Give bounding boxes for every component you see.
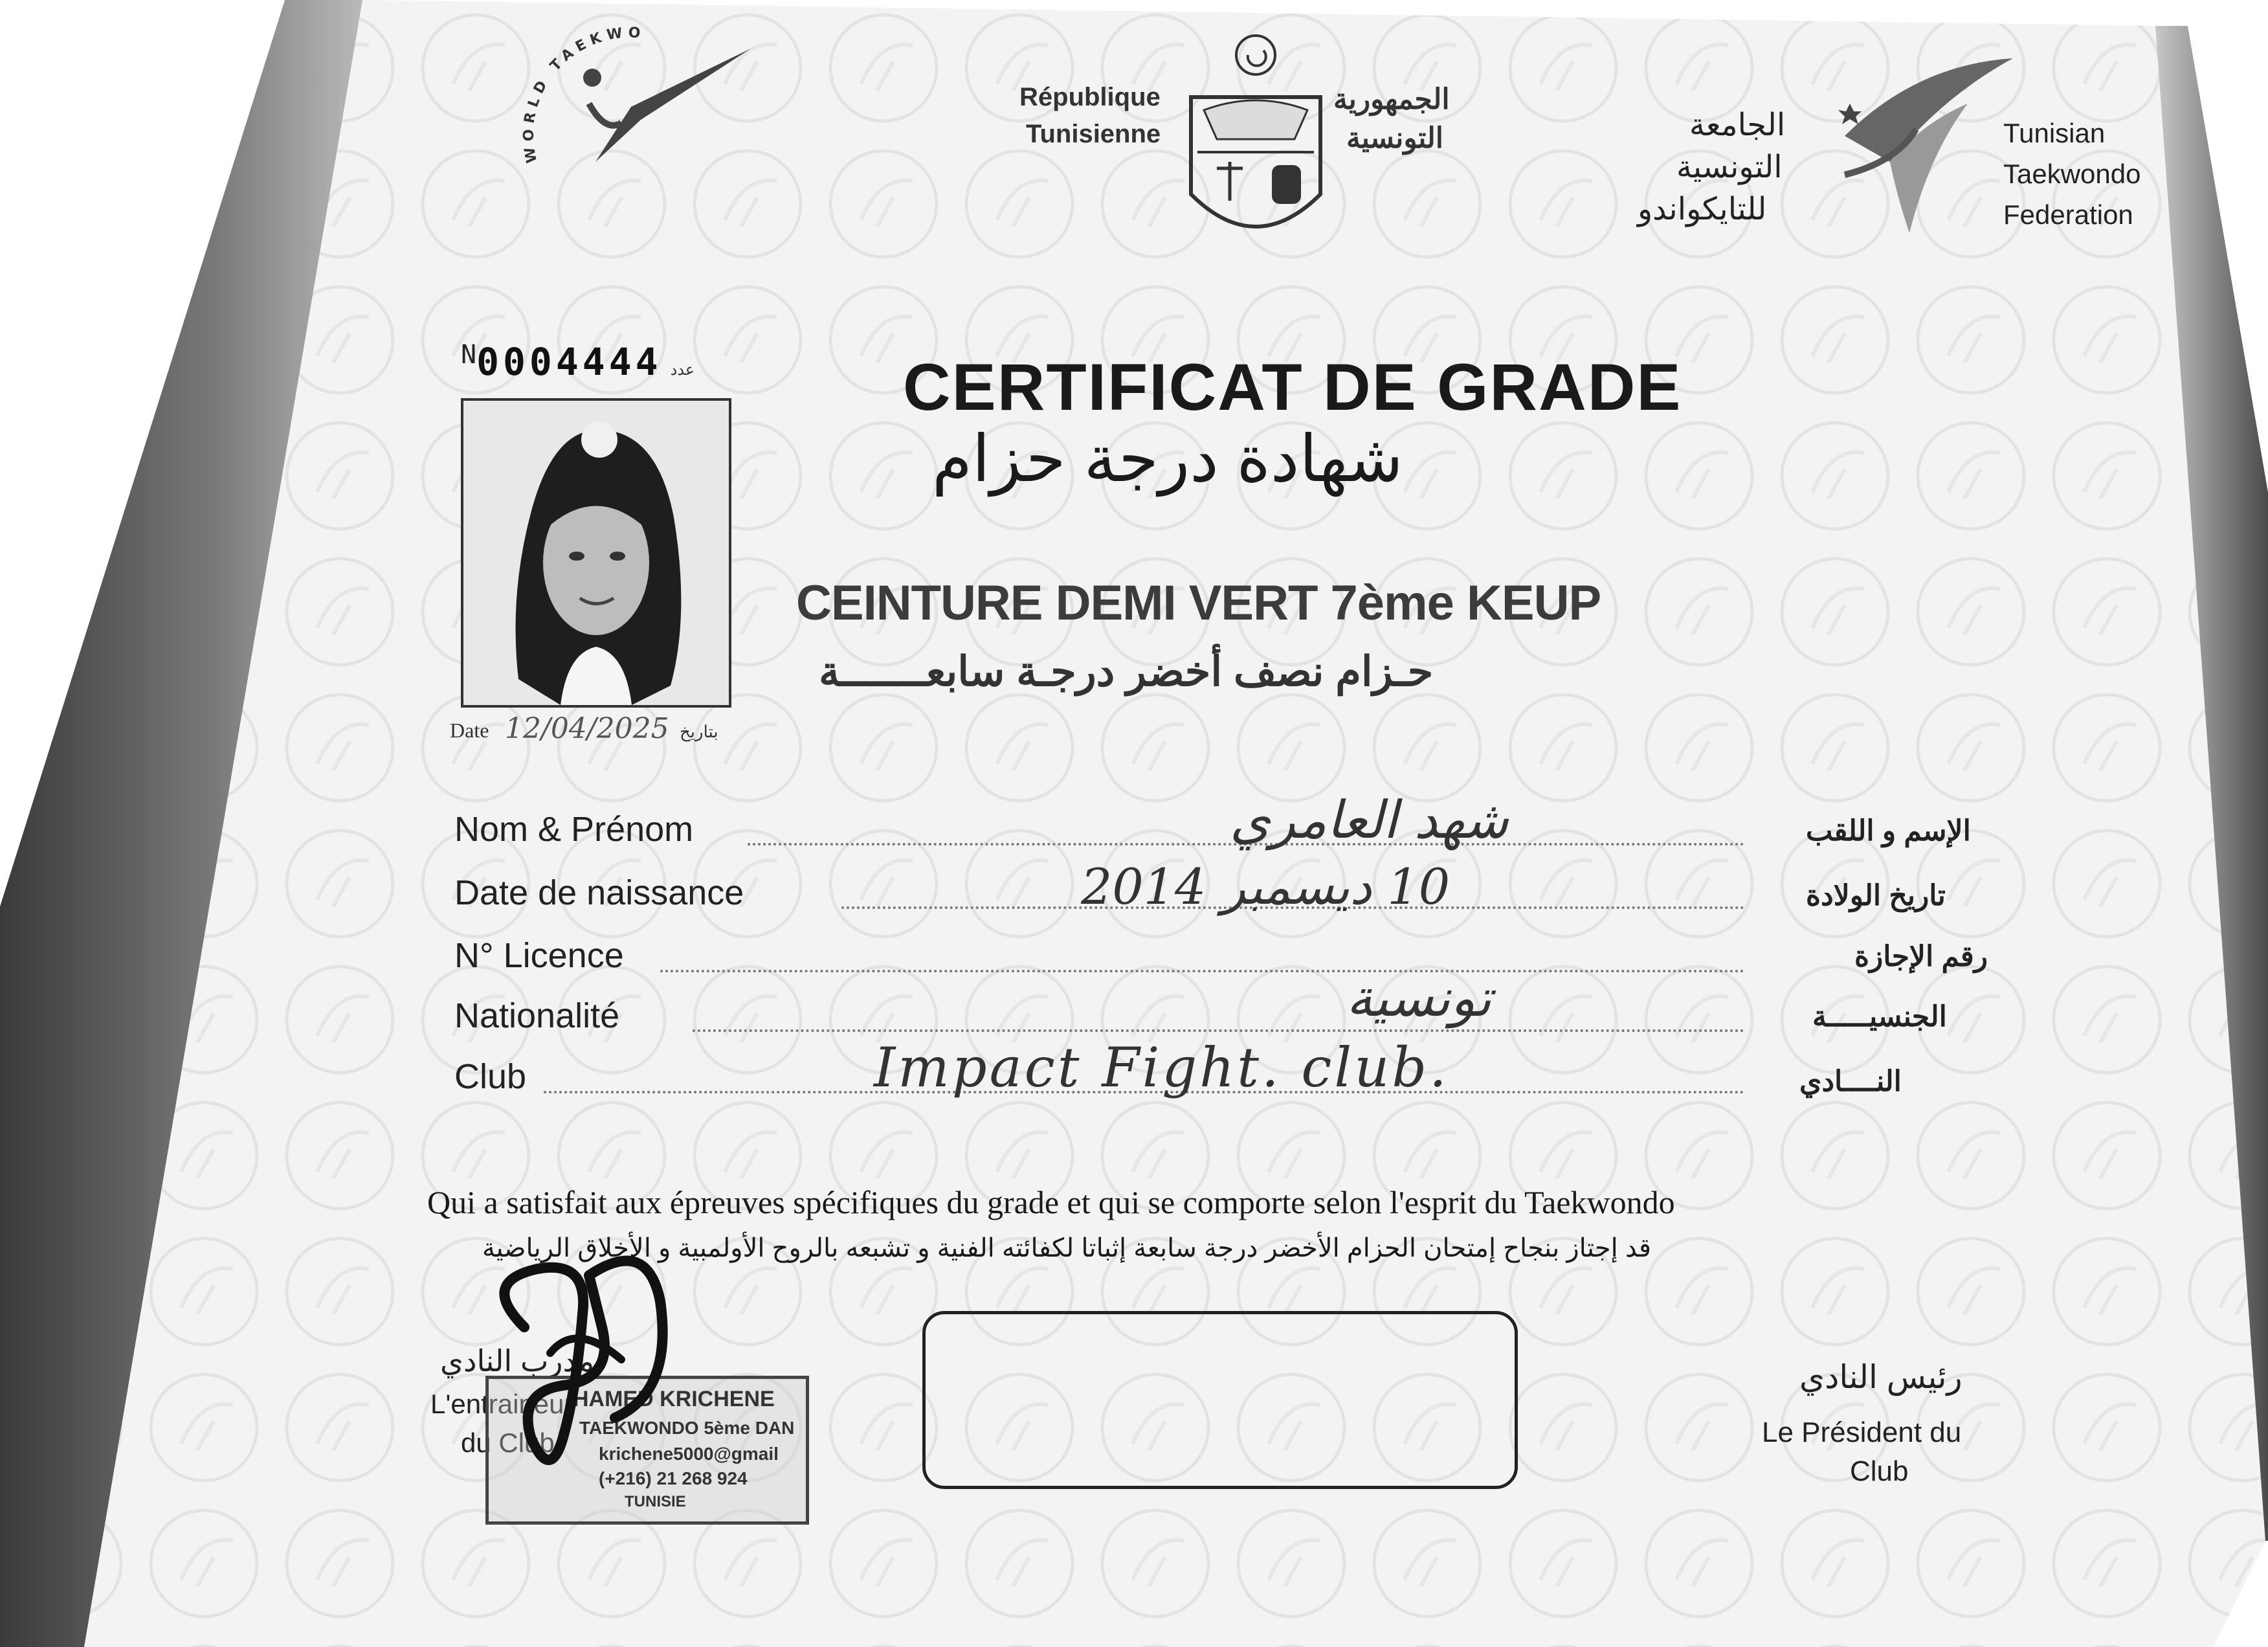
stamp-line-1: HAMED KRICHENE <box>573 1387 775 1411</box>
republic-name-fr-line1: République <box>1019 83 1161 111</box>
field-label-ar-licence: رقم الإجازة <box>1854 941 1988 972</box>
certificate-title-fr: CERTIFICAT DE GRADE <box>903 350 1682 424</box>
federation-name-ar-line2: التونسية <box>1676 150 1783 185</box>
statement-fr: Qui a satisfait aux épreuves spécifiques du grade et qui se comporte selon l'esprit du Taekwondo <box>427 1184 1675 1220</box>
svg-text:WORLD TAEKWONDO <box>492 13 646 164</box>
issue-date-value: 12/04/2025 <box>505 712 669 745</box>
field-label-fr-name: Nom & Prénom <box>454 810 694 849</box>
tunisia-coat-of-arms-icon <box>1178 26 1333 265</box>
field-dotted-line-licence <box>660 970 1744 972</box>
president-label-ar: رئيس النادي <box>1799 1359 1962 1395</box>
field-label-fr-club: Club <box>454 1057 527 1096</box>
portrait-image <box>463 401 729 705</box>
federation-logo-icon <box>1819 52 2026 233</box>
world-taekwondo-emblem-icon <box>492 13 777 207</box>
certificate-number-ar-label: عدد <box>670 361 695 379</box>
stamp-line-3: krichene5000@gmail <box>599 1444 779 1464</box>
grade-title-fr: CEINTURE DEMI VERT 7ème KEUP <box>796 576 1601 631</box>
field-value-birthdate: 10 ديسمبر 2014 <box>1081 858 1451 915</box>
field-dotted-line-nationality <box>693 1029 1744 1032</box>
coach-label-fr-line1: L'entraineur <box>430 1389 573 1419</box>
certificate-number-value: 0004444 <box>476 340 662 384</box>
issue-date-label-ar: بتاريخ <box>680 722 718 741</box>
fields-section <box>440 790 2032 1139</box>
federation-name-en-line1: Tunisian <box>2003 118 2106 148</box>
federation-name-ar-line1: الجامعة <box>1689 108 1786 142</box>
republic-name-ar-line2: التونسية <box>1346 122 1444 154</box>
world-taekwondo-logo <box>492 13 777 207</box>
certificate-number-prefix: N <box>461 340 477 370</box>
coach-label-fr-line2: du Club <box>461 1428 555 1458</box>
field-label-ar-name: الإسم و اللقب <box>1806 815 1971 847</box>
coach-label-ar: مدرب النادي <box>440 1344 595 1378</box>
stamp-line-2: TAEKWONDO 5ème DAN <box>579 1418 795 1438</box>
field-label-ar-nationality: الجنسيـــــة <box>1812 1001 1947 1033</box>
grade-seal-box <box>922 1311 1518 1489</box>
president-label-fr-line2: Club <box>1850 1455 1909 1487</box>
statement-ar: قد إجتاز بنجاح إمتحان الحزام الأخضر درجة سابعة إثباتا لكفائته الفنية و تشبعه بالروح الأولمبية و الأخلاق الرياضية <box>482 1234 1651 1262</box>
stamp-line-4: (+216) 21 268 924 <box>599 1468 748 1488</box>
republic-name-fr-line2: Tunisienne <box>1026 120 1161 148</box>
coach-signature-mark <box>453 1224 712 1496</box>
field-label-fr-nationality: Nationalité <box>454 996 620 1035</box>
stamp-line-5: TUNISIE <box>625 1493 686 1510</box>
certificate-number <box>461 340 695 385</box>
federation-name-en-line2: Taekwondo <box>2003 159 2141 189</box>
field-label-fr-licence: N° Licence <box>454 936 624 975</box>
field-label-fr-birthdate: Date de naissance <box>454 873 744 912</box>
federation-name-en-line3: Federation <box>2003 199 2133 230</box>
field-label-ar-club: النــــادي <box>1799 1066 1902 1097</box>
president-label-fr-line1: Le Président du <box>1762 1417 1962 1448</box>
certificate-title-ar: شهادة درجة حزام <box>932 423 1403 495</box>
field-value-name: شهد العامري <box>1230 790 1509 850</box>
field-label-ar-birthdate: تاريخ الولادة <box>1806 880 1946 912</box>
wt-logo-text: WORLD TAEKWO <box>520 25 647 164</box>
field-value-club: Impact Fight. club. <box>874 1036 1449 1099</box>
republic-name-ar-line1: الجمهورية <box>1333 84 1450 115</box>
holder-photo <box>461 398 731 708</box>
federation-name-ar-line3: للتايكواندو <box>1638 192 1767 227</box>
field-value-nationality: تونسية <box>1346 968 1492 1028</box>
issue-date-label-fr: Date <box>450 719 489 742</box>
grade-title-ar: حـزام نصف أخضر درجـة سابعـــــــة <box>819 648 1434 695</box>
